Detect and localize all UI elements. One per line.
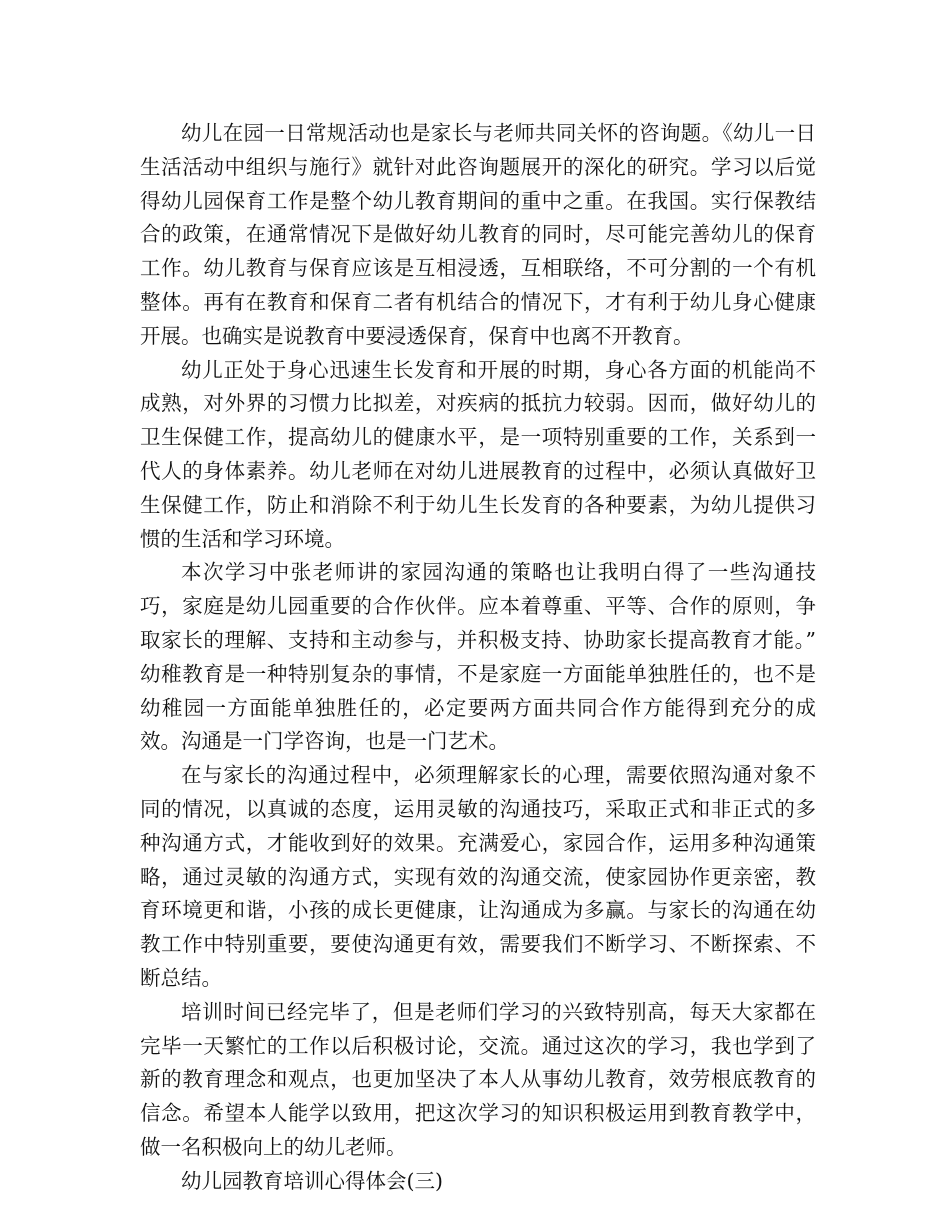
paragraph-home-school-communication: 本次学习中张老师讲的家园沟通的策略也让我明白得了一些沟通技巧，家庭是幼儿园重要的合作伙伴。应本着尊重、平等、合作的原则，争取家长的理解、支持和主动参与，并积极支持、协助家长提高教育才能。” 幼稚教育是一种特别复杂的事情，不是家庭一方面能单独胜任的，也不是幼稚园一方面能单独胜任的，必定要两方面共同合作方能得到充分的成效。沟通是一门学咨询，也是一门艺术。 [140, 560, 837, 754]
paragraph-health-care: 幼儿正处于身心迅速生长发育和开展的时期，身心各方面的机能尚不成熟，对外界的习惯力比拟差，对疾病的抵抗力较弱。因而，做好幼儿的卫生保健工作，提高幼儿的健康水平，是一项特别重要的工作，关系到一代人的身体素养。幼儿老师在对幼儿进展教育的过程中，必须认真做好卫生保健工作，防止和消除不利于幼儿生长发育的各种要素，为幼儿提供习惯的生活和学习环境。 [140, 357, 816, 551]
section-heading: 幼儿园教育培训心得体会(三) [181, 1168, 443, 1193]
document-body [140, 117, 837, 1199]
paragraph-parent-communication: 在与家长的沟通过程中，必须理解家长的心理，需要依照沟通对象不同的情况，以真诚的态度，运用灵敏的沟通技巧，采取正式和非正式的多种沟通方式，才能收到好的效果。充满爱心，家园合作，运用多种沟通策略，通过灵敏的沟通方式，实现有效的沟通交流，使家园协作更亲密，教育环境更和谐，小孩的成长更健康，让沟通成为多赢。与家长的沟通在幼教工作中特别重要，要使沟通更有效，需要我们不断学习、不断探索、不断总结。 [140, 763, 816, 990]
paragraph-training-reflection: 培训时间已经完毕了，但是老师们学习的兴致特别高，每天大家都在完毕一天繁忙的工作以后积极讨论，交流。通过这次的学习，我也学到了新的教育理念和观点，也更加坚决了本人从事幼儿教育，效劳根底教育的信念。希望本人能学以致用，把这次学习的知识积极运用到教育教学中，做一名积极向上的幼儿老师。 [140, 999, 816, 1159]
paragraph-daily-activities: 幼儿在园一日常规活动也是家长与老师共同关怀的咨询题。《幼儿一日生活活动中组织与施行》就针对此咨询题展开的深化的研究。学习以后觉得幼儿园保育工作是整个幼儿教育期间的重中之重。在我国。实行保教结合的政策，在通常情况下是做好幼儿教育的同时，尽可能完善幼儿的保育工作。幼儿教育与保育应该是互相浸透，互相联络，不可分割的一个有机整体。再有在教育和保育二者有机结合的情况下，才有利于幼儿身心健康开展。也确实是说教育中要浸透保育，保育中也离不开教育。 [140, 121, 816, 348]
